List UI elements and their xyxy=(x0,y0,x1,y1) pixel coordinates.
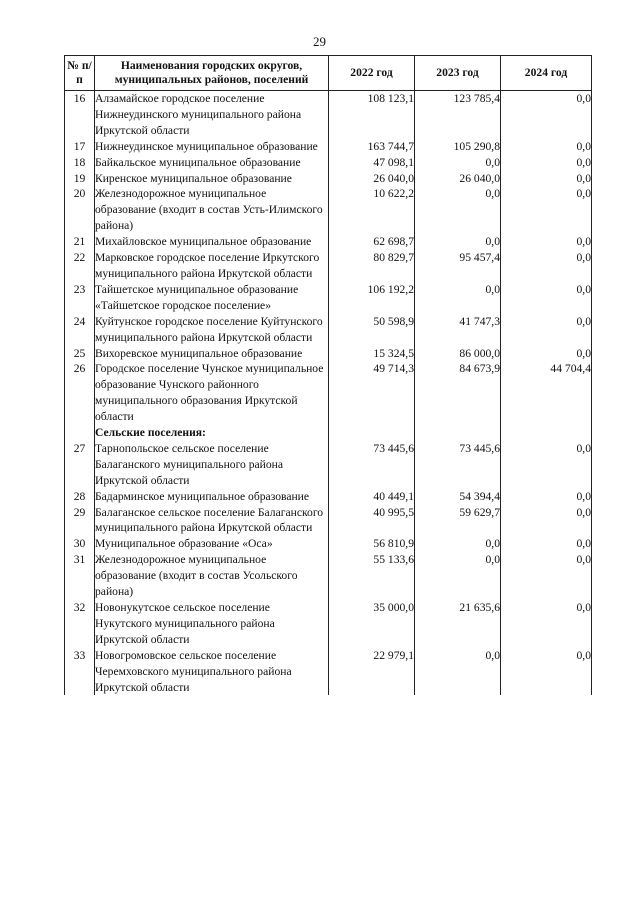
table-body xyxy=(65,91,592,696)
value-2022: 10 622,2 xyxy=(329,186,415,234)
header-2022: 2022 год xyxy=(329,56,415,91)
row-name: Куйтунское городское поселение Куйтунского муниципального района Иркутской области xyxy=(95,314,329,346)
row-number: 18 xyxy=(65,155,95,171)
table-row xyxy=(65,139,592,155)
row-name: Железнодорожное муниципальное образование (входит в состав Усть-Илимского района) xyxy=(95,186,329,234)
row-name: Вихоревское муниципальное образование xyxy=(95,346,329,362)
value-2022: 80 829,7 xyxy=(329,250,415,282)
row-number: 25 xyxy=(65,346,95,362)
value-2024: 0,0 xyxy=(501,250,592,282)
table-row xyxy=(65,552,592,600)
section-empty-cell xyxy=(329,425,415,441)
row-number: 17 xyxy=(65,139,95,155)
value-2023: 105 290,8 xyxy=(415,139,501,155)
value-2023: 54 394,4 xyxy=(415,489,501,505)
section-number-cell xyxy=(65,425,95,441)
value-2023: 0,0 xyxy=(415,186,501,234)
row-number: 19 xyxy=(65,171,95,187)
table-row xyxy=(65,648,592,696)
value-2022: 50 598,9 xyxy=(329,314,415,346)
value-2023: 0,0 xyxy=(415,552,501,600)
row-name: Киренское муниципальное образование xyxy=(95,171,329,187)
value-2023: 73 445,6 xyxy=(415,441,501,489)
value-2023: 0,0 xyxy=(415,536,501,552)
value-2023: 26 040,0 xyxy=(415,171,501,187)
value-2022: 56 810,9 xyxy=(329,536,415,552)
row-name: Тарнопольское сельское поселение Балаганского муниципального района Иркутской области xyxy=(95,441,329,489)
value-2024: 0,0 xyxy=(501,441,592,489)
row-name: Тайшетское муниципальное образование «Тайшетское городское поселение» xyxy=(95,282,329,314)
table-row xyxy=(65,155,592,171)
table-row xyxy=(65,600,592,648)
row-name: Марковское городское поселение Иркутского муниципального района Иркутской области xyxy=(95,250,329,282)
table-row xyxy=(65,314,592,346)
row-number: 29 xyxy=(65,505,95,537)
value-2024: 0,0 xyxy=(501,171,592,187)
value-2023: 0,0 xyxy=(415,155,501,171)
value-2022: 106 192,2 xyxy=(329,282,415,314)
row-name: Городское поселение Чунское муниципальное образование Чунского районного муниципального образования Иркутской области xyxy=(95,361,329,425)
row-number: 21 xyxy=(65,234,95,250)
table-row xyxy=(65,186,592,234)
row-number: 24 xyxy=(65,314,95,346)
row-number: 27 xyxy=(65,441,95,489)
row-name: Железнодорожное муниципальное образование (входит в состав Усольского района) xyxy=(95,552,329,600)
row-number: 26 xyxy=(65,361,95,425)
value-2023: 41 747,3 xyxy=(415,314,501,346)
header-number: № п/п xyxy=(65,56,95,91)
value-2023: 0,0 xyxy=(415,234,501,250)
value-2022: 55 133,6 xyxy=(329,552,415,600)
value-2024: 0,0 xyxy=(501,155,592,171)
value-2023: 0,0 xyxy=(415,648,501,696)
value-2024: 0,0 xyxy=(501,505,592,537)
row-name: Новонукутское сельское поселение Нукутского муниципального района Иркутской области xyxy=(95,600,329,648)
table-row xyxy=(65,536,592,552)
row-number: 20 xyxy=(65,186,95,234)
row-name: Балаганское сельское поселение Балаганского муниципального района Иркутской области xyxy=(95,505,329,537)
row-number: 22 xyxy=(65,250,95,282)
row-number: 31 xyxy=(65,552,95,600)
header-2023: 2023 год xyxy=(415,56,501,91)
table-row xyxy=(65,234,592,250)
page-number: 29 xyxy=(313,34,326,49)
budget-table xyxy=(64,55,592,695)
value-2022: 62 698,7 xyxy=(329,234,415,250)
section-heading: Сельские поселения: xyxy=(95,425,329,441)
value-2022: 49 714,3 xyxy=(329,361,415,425)
row-name: Михайловское муниципальное образование xyxy=(95,234,329,250)
section-heading-row xyxy=(65,425,592,441)
value-2022: 35 000,0 xyxy=(329,600,415,648)
value-2023: 123 785,4 xyxy=(415,91,501,139)
row-number: 23 xyxy=(65,282,95,314)
value-2023: 21 635,6 xyxy=(415,600,501,648)
value-2022: 163 744,7 xyxy=(329,139,415,155)
row-name: Байкальское муниципальное образование xyxy=(95,155,329,171)
value-2024: 0,0 xyxy=(501,600,592,648)
value-2022: 15 324,5 xyxy=(329,346,415,362)
value-2024: 0,0 xyxy=(501,186,592,234)
row-name: Нижнеудинское муниципальное образование xyxy=(95,139,329,155)
value-2023: 86 000,0 xyxy=(415,346,501,362)
section-empty-cell xyxy=(415,425,501,441)
row-number: 33 xyxy=(65,648,95,696)
value-2023: 0,0 xyxy=(415,282,501,314)
table-row xyxy=(65,282,592,314)
value-2022: 26 040,0 xyxy=(329,171,415,187)
value-2022: 73 445,6 xyxy=(329,441,415,489)
table-row xyxy=(65,250,592,282)
value-2024: 0,0 xyxy=(501,552,592,600)
table-row xyxy=(65,489,592,505)
header-name: Наименования городских округов, муниципальных районов, поселений xyxy=(95,56,329,91)
value-2024: 0,0 xyxy=(501,489,592,505)
row-number: 32 xyxy=(65,600,95,648)
table-row xyxy=(65,505,592,537)
value-2024: 44 704,4 xyxy=(501,361,592,425)
value-2023: 95 457,4 xyxy=(415,250,501,282)
value-2024: 0,0 xyxy=(501,234,592,250)
value-2022: 40 449,1 xyxy=(329,489,415,505)
header-2024: 2024 год xyxy=(501,56,592,91)
value-2024: 0,0 xyxy=(501,536,592,552)
table-row xyxy=(65,361,592,425)
value-2023: 84 673,9 xyxy=(415,361,501,425)
value-2022: 47 098,1 xyxy=(329,155,415,171)
value-2024: 0,0 xyxy=(501,91,592,139)
row-number: 28 xyxy=(65,489,95,505)
section-empty-cell xyxy=(501,425,592,441)
table-header-row xyxy=(65,56,592,91)
table-row xyxy=(65,171,592,187)
row-name: Муниципальное образование «Оса» xyxy=(95,536,329,552)
value-2022: 108 123,1 xyxy=(329,91,415,139)
table-row xyxy=(65,441,592,489)
row-number: 30 xyxy=(65,536,95,552)
table-row xyxy=(65,91,592,139)
value-2023: 59 629,7 xyxy=(415,505,501,537)
value-2024: 0,0 xyxy=(501,139,592,155)
row-name: Новогромовское сельское поселение Черемховского муниципального района Иркутской области xyxy=(95,648,329,696)
value-2024: 0,0 xyxy=(501,648,592,696)
row-name: Алзамайское городское поселение Нижнеудинского муниципального района Иркутской области xyxy=(95,91,329,139)
value-2024: 0,0 xyxy=(501,346,592,362)
value-2024: 0,0 xyxy=(501,314,592,346)
value-2022: 40 995,5 xyxy=(329,505,415,537)
value-2022: 22 979,1 xyxy=(329,648,415,696)
value-2024: 0,0 xyxy=(501,282,592,314)
table-row xyxy=(65,346,592,362)
row-number: 16 xyxy=(65,91,95,139)
row-name: Бадарминское муниципальное образование xyxy=(95,489,329,505)
